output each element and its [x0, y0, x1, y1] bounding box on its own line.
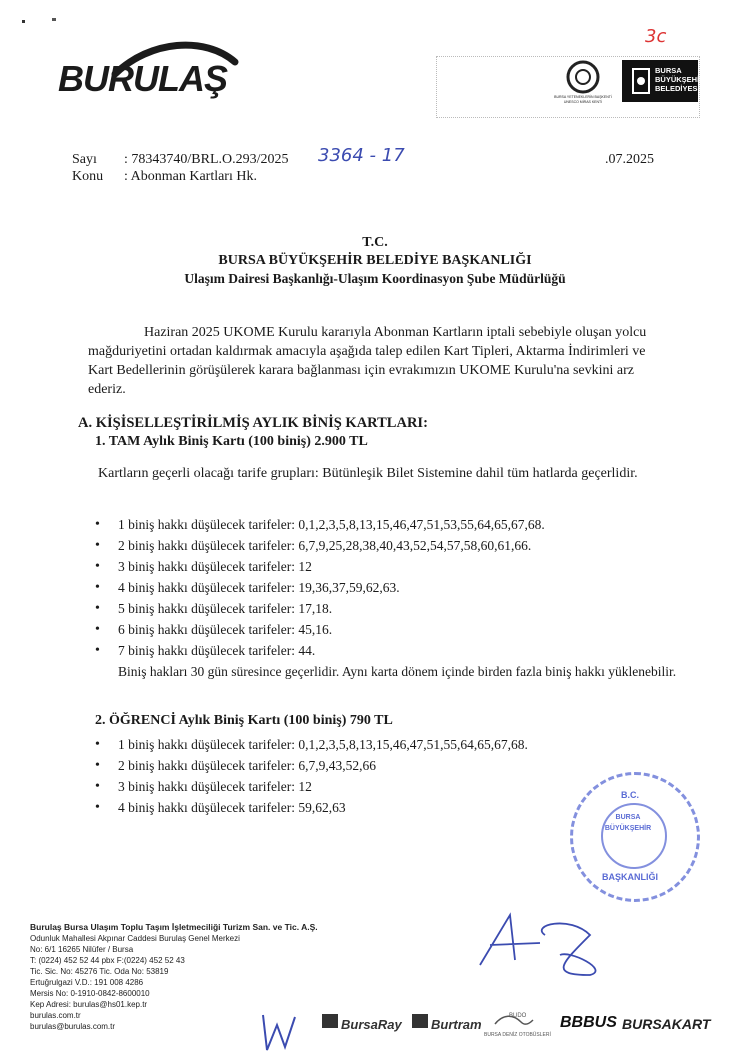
section-a-heading: A. KİŞİSELLEŞTİRİLMİŞ AYLIK BİNİŞ KARTLARI:: [78, 415, 428, 431]
list-item: • 7 biniş hakkı düşülecek tarifeler: 44.: [95, 640, 675, 661]
list-item: • 2 biniş hakkı düşülecek tarifeler: 6,7,9,43,52,66: [95, 755, 675, 776]
footer-company-info: [30, 922, 318, 1032]
footer-line: Tic. Sic. No: 45276 Tic. Oda No: 53819: [30, 967, 169, 976]
footer-line: Kep Adresi: burulas@hs01.kep.tr: [30, 1000, 148, 1009]
brand-budo: BUDO: [509, 1013, 527, 1019]
stamp-bottom-text: BAŞKANLIĞI: [602, 872, 658, 882]
list-item: • 1 biniş hakkı düşülecek tarifeler: 0,1,2,3,5,8,13,15,46,47,51,53,55,64,65,67,68.: [95, 514, 675, 535]
footer-line: Mersis No: 0-1910-0842-8600010: [30, 989, 150, 998]
sayi-value: : 78343740/BRL.O.293/2025: [124, 152, 289, 167]
brand-burtram: Burtram: [431, 1017, 482, 1032]
brand-bursaray: BursaRay: [341, 1017, 402, 1032]
item1-note: Biniş hakları 30 gün süresince geçerlidir. Aynı karta dönem içinde birden fazla biniş hakkı yüklenebilir.: [118, 664, 677, 679]
list-item: • 4 biniş hakkı düşülecek tarifeler: 59,62,63: [95, 797, 675, 818]
bursa-logo-text: BURSA BÜYÜKŞEHİR BELEDİYESİ: [655, 66, 705, 93]
bursa-emblem-icon: [630, 66, 652, 96]
scan-speck: [52, 18, 56, 21]
brand-bbbus: BBBUS: [560, 1014, 617, 1031]
konu-label: Konu: [72, 169, 104, 184]
footer-line: Odunluk Mahallesi Akpınar Caddesi Burulaş Genel Merkezi: [30, 934, 240, 943]
addressee-institution: BURSA BÜYÜKŞEHİR BELEDİYE BAŞKANLIĞI: [218, 253, 532, 268]
footer-line: burulas@burulas.com.tr: [30, 1022, 116, 1031]
stamp-middle-text: BURSA BÜYÜKŞEHİR: [604, 814, 652, 832]
signature-icon: [470, 905, 620, 985]
list-item: • 2 biniş hakkı düşülecek tarifeler: 6,7,9,25,28,38,40,43,52,54,57,58,60,61,66.: [95, 535, 675, 556]
list-item: • 5 biniş hakkı düşülecek tarifeler: 17,18.: [95, 598, 675, 619]
addressee-department: Ulaşım Dairesi Başkanlığı-Ulaşım Koordinasyon Şube Müdürlüğü: [184, 271, 566, 286]
bursa-logo: [622, 60, 705, 102]
burtram-logo-icon: [412, 1014, 428, 1028]
stamp-top-text: B.C.: [621, 790, 639, 800]
scan-speck: [22, 20, 25, 23]
partner-caption: BURSA YETENEKLERİN BAŞKENTİ UNESCO MİRAS KENTİ: [554, 95, 612, 104]
brand-bursakart: BURSAKART: [622, 1016, 711, 1032]
burulas-logo: BURULAŞ: [58, 58, 227, 99]
list-item: • 3 biniş hakkı düşülecek tarifeler: 12: [95, 556, 675, 577]
addressee-tc: T.C.: [362, 235, 388, 250]
list-item: • 6 biniş hakkı düşülecek tarifeler: 45,16.: [95, 619, 675, 640]
list-item: • 1 biniş hakkı düşülecek tarifeler: 0,1,2,3,5,8,13,15,46,47,51,55,64,65,67,68.: [95, 734, 675, 755]
footer-line: burulas.com.tr: [30, 1011, 81, 1020]
footer-line: T: (0224) 452 52 44 pbx F:(0224) 452 52 43: [30, 956, 185, 965]
sayi-handwritten: 3364 - 17: [318, 145, 405, 166]
item1-title: 1. TAM Aylık Biniş Kartı (100 biniş) 2.900 TL: [95, 434, 368, 449]
page-mark: 3c: [645, 26, 667, 47]
item1-description: Kartların geçerli olacağı tarife grupları: Bütünleşik Bilet Sistemine dahil tüm hatlarda geçerlidir.: [98, 466, 638, 481]
sayi-label: Sayı: [72, 152, 97, 167]
konu-value: : Abonman Kartları Hk.: [124, 169, 257, 184]
item1-tariff-list: [95, 514, 675, 661]
footer-line: No: 6/1 16265 Nilüfer / Bursa: [30, 945, 134, 954]
bursaray-logo-icon: [322, 1014, 338, 1028]
list-item: • 3 biniş hakkı düşülecek tarifeler: 12: [95, 776, 675, 797]
intro-paragraph: Haziran 2025 UKOME Kurulu kararıyla Abonman Kartların iptali sebebiyle oluşan yolcu mağduriyetini ortadan kaldırmak amacıyla aşağıda talep edilen Kart Tipleri, Aktarma İndirimleri ve Kart Bedellerinin görüşülerek karara bağlanması için evrakımızın UKOME Kurulu'na sevkini arz ederiz.: [88, 325, 647, 397]
brand-budo-caption: BURSA DENİZ OTOBÜSLERİ: [484, 1032, 551, 1038]
item2-title: 2. ÖĞRENCİ Aylık Biniş Kartı (100 biniş) 790 TL: [95, 713, 393, 728]
unesco-emblem-icon: [566, 60, 600, 94]
footer-line: Ertuğrulgazi V.D.: 191 008 4286: [30, 978, 144, 987]
date: .07.2025: [605, 152, 654, 167]
list-item: • 4 biniş hakkı düşülecek tarifeler: 19,36,37,59,62,63.: [95, 577, 675, 598]
footer-company-name: Burulaş Bursa Ulaşım Toplu Taşım İşletmeciliği Turizm San. ve Tic. A.Ş.: [30, 922, 318, 932]
